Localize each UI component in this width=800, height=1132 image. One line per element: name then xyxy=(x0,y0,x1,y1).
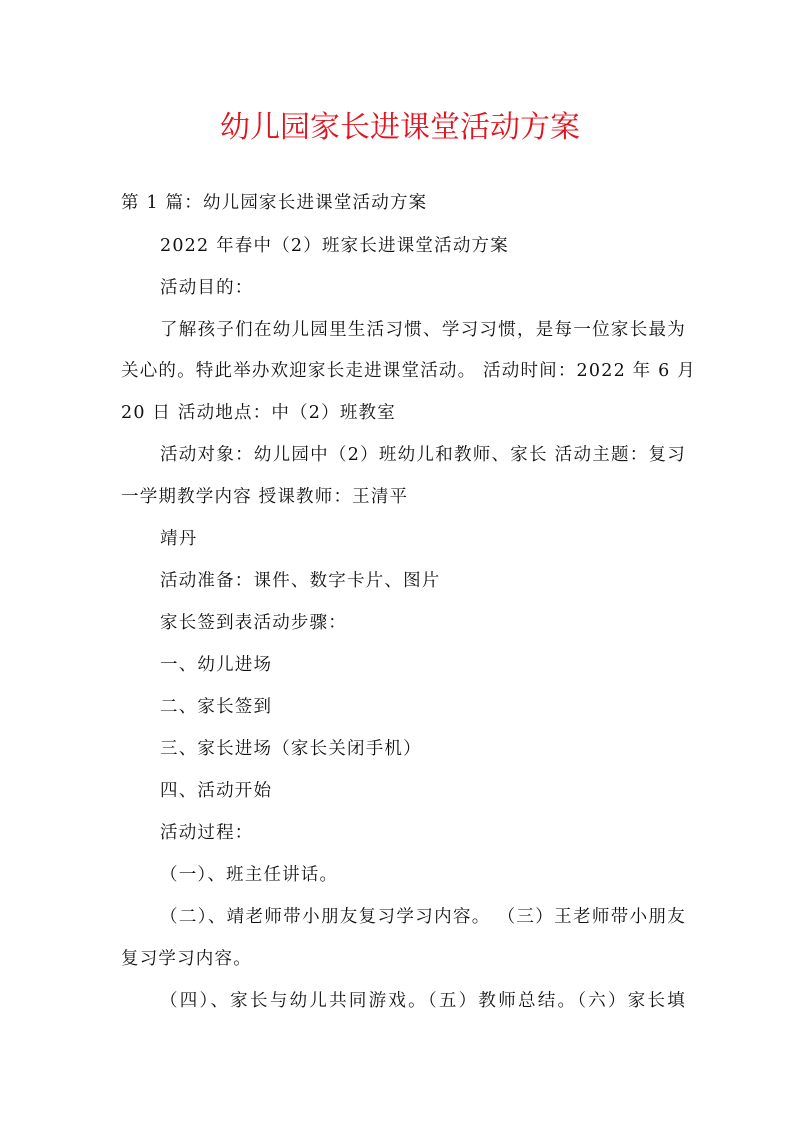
paragraph-line: 家长签到表活动步骤： xyxy=(160,613,347,633)
plan-subtitle: 2022 年春中（2）班家长进课堂活动方案 xyxy=(160,236,509,256)
paragraph-line: 一学期教学内容 授课教师：王清平 xyxy=(121,487,409,507)
step-item: 四、活动开始 xyxy=(160,781,273,801)
process-item: （一）、班主任讲话。 xyxy=(160,865,339,885)
process-label: 活动过程： xyxy=(160,823,254,843)
purpose-label: 活动目的： xyxy=(160,278,254,298)
section-heading: 第 1 篇：幼儿园家长进课堂活动方案 xyxy=(121,193,428,213)
paragraph-line: 了解孩子们在幼儿园里生活习惯、学习习惯，是每一位家长最为 xyxy=(160,320,686,340)
process-item: （二）、靖老师带小朋友复习学习内容。 （三）王老师带小朋友 xyxy=(160,907,686,927)
process-item: （四）、家长与幼儿共同游戏。（五）教师总结。（六）家长填 xyxy=(160,991,686,1011)
step-item: 三、家长进场（家长关闭手机） xyxy=(160,739,422,759)
paragraph-line: 关心的。特此举办欢迎家长走进课堂活动。 活动时间：2022 年 6 月 xyxy=(121,361,696,381)
paragraph-line: 活动准备：课件、数字卡片、图片 xyxy=(160,571,441,591)
process-item: 复习学习内容。 xyxy=(121,949,252,969)
step-item: 二、家长签到 xyxy=(160,697,273,717)
paragraph-line: 20 日 活动地点：中（2）班教室 xyxy=(121,403,396,423)
paragraph-line: 活动对象：幼儿园中（2）班幼儿和教师、家长 活动主题：复习 xyxy=(160,445,686,465)
step-item: 一、幼儿进场 xyxy=(160,655,273,675)
paragraph-line: 靖丹 xyxy=(160,529,198,549)
document-title: 幼儿园家长进课堂活动方案 xyxy=(220,110,580,145)
